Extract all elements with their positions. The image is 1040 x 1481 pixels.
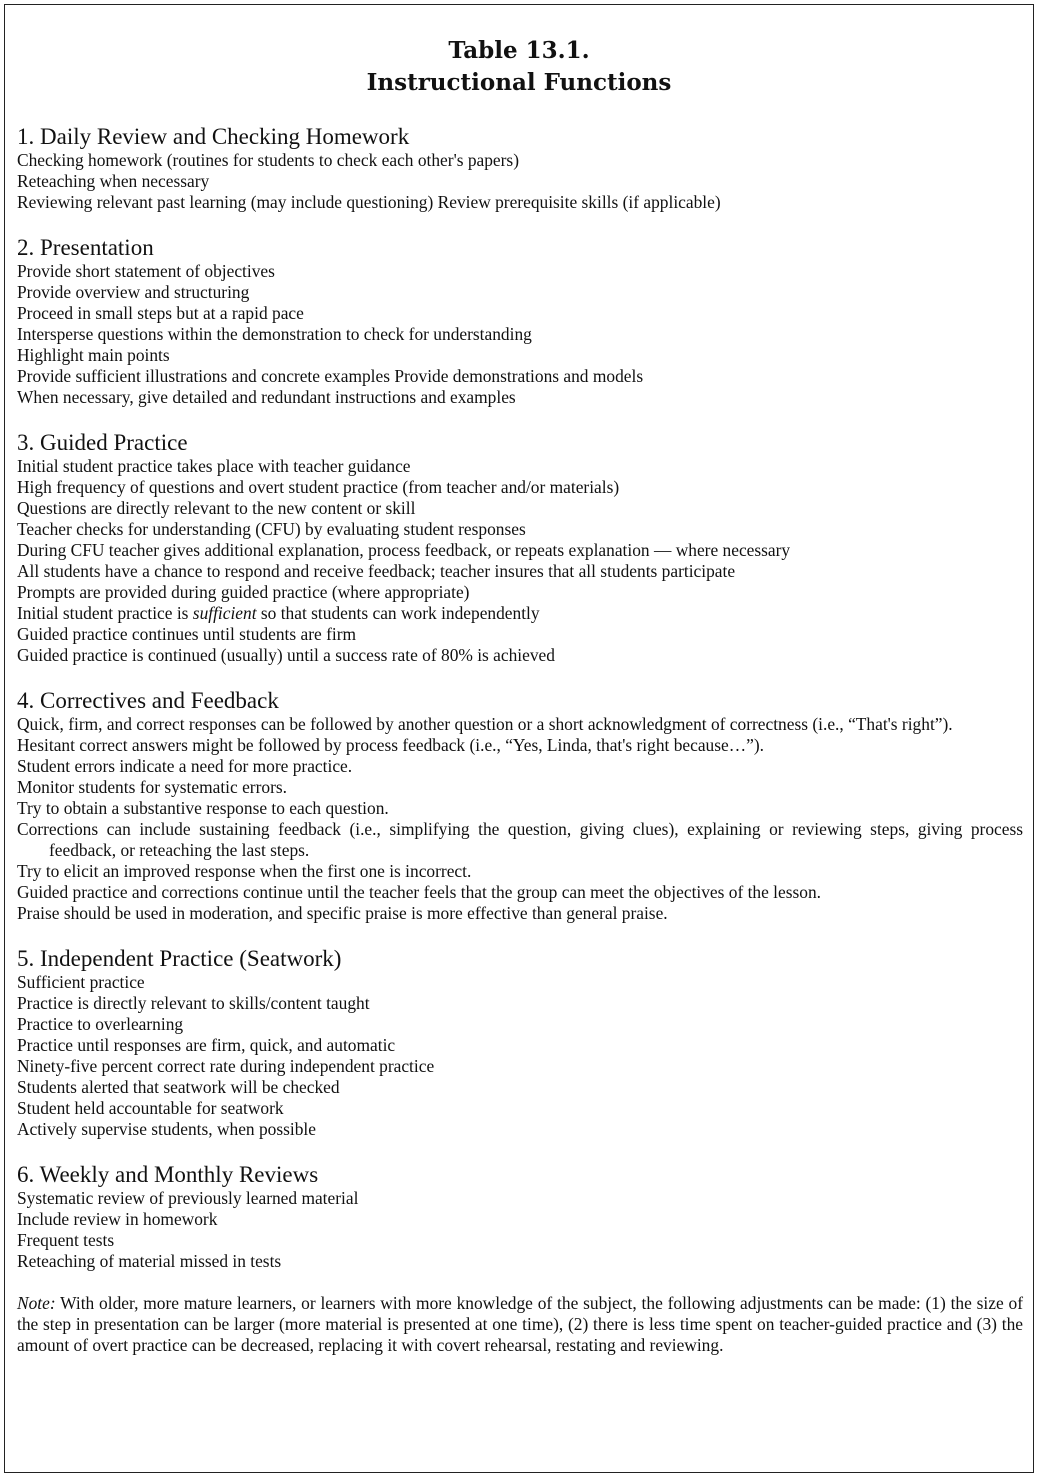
list-item: Student errors indicate a need for more practice.: [17, 756, 353, 776]
note-text: With older, more mature learners, or learners with more knowledge of the subject, the following adjustments can be made: (1) the size of the step in presentation can be larger (more material is presented at one time), (2) there is less time spent on teacher-guided practice and (3) the amount of overt practice can be decreased, replacing it with covert rehearsal, restating and reviewing.: [17, 1293, 1023, 1355]
list-item: Initial student practice takes place with teacher guidance: [17, 456, 411, 476]
list-item: Reviewing relevant past learning (may include questioning) Review prerequisite skills (if applicable): [17, 192, 721, 212]
list-item: Provide overview and structuring: [17, 282, 250, 302]
section-independent-practice: [17, 945, 1023, 1140]
list-item: Guided practice continues until students are firm: [17, 624, 357, 644]
list-item: Intersperse questions within the demonstration to check for understanding: [17, 324, 532, 344]
list-item: Guided practice is continued (usually) until a success rate of 80% is achieved: [17, 645, 555, 665]
list-item: Praise should be used in moderation, and specific praise is more effective than general praise.: [17, 903, 668, 923]
list-item: Try to elicit an improved response when the first one is incorrect.: [17, 861, 472, 881]
list-item: Student held accountable for seatwork: [17, 1098, 284, 1118]
list-item: Practice is directly relevant to skills/content taught: [17, 993, 370, 1013]
item-text-after: so that students can work independently: [256, 603, 540, 623]
list-item: Practice to overlearning: [17, 1014, 184, 1034]
table-title: [5, 35, 1033, 99]
list-item: Questions are directly relevant to the new content or skill: [17, 498, 416, 518]
table-note: [17, 1293, 1023, 1356]
section-guided-practice: [17, 429, 1023, 666]
list-item: Teacher checks for understanding (CFU) by evaluating student responses: [17, 519, 526, 539]
section-correctives-feedback: [17, 687, 1023, 924]
section-heading: 5. Independent Practice (Seatwork): [17, 946, 342, 971]
item-text-before: Initial student practice is: [17, 603, 193, 623]
list-item: Try to obtain a substantive response to each question.: [17, 798, 389, 818]
list-item: Sufficient practice: [17, 972, 145, 992]
table-content: [17, 123, 1023, 1356]
list-item: Checking homework (routines for students to check each other's papers): [17, 150, 519, 170]
item-text-emphasis: sufficient: [192, 603, 257, 623]
note-label: Note:: [17, 1293, 56, 1313]
section-heading: 1. Daily Review and Checking Homework: [17, 124, 410, 149]
list-item: Proceed in small steps but at a rapid pace: [17, 303, 304, 323]
section-heading: 4. Correctives and Feedback: [17, 688, 279, 713]
section-heading: 2. Presentation: [17, 235, 154, 260]
list-item: Quick, firm, and correct responses can be followed by another question or a short acknowledgment of correctness (i.e., “That's right”).: [17, 714, 953, 734]
list-item: Include review in homework: [17, 1209, 218, 1229]
list-item: Corrections can include sustaining feedback (i.e., simplifying the question, giving clues), explaining or reviewing steps, giving process feedback, or reteaching the last steps.: [17, 819, 1023, 860]
list-item: Provide short statement of objectives: [17, 261, 275, 281]
list-item: Guided practice and corrections continue until the teacher feels that the group can meet the objectives of the lesson.: [17, 882, 822, 902]
list-item: Students alerted that seatwork will be checked: [17, 1077, 340, 1097]
list-item: Monitor students for systematic errors.: [17, 777, 287, 797]
section-presentation: [17, 234, 1023, 408]
section-heading: 6. Weekly and Monthly Reviews: [17, 1162, 319, 1187]
list-item: All students have a chance to respond and receive feedback; teacher insures that all students participate: [17, 561, 736, 581]
table-caption: Instructional Functions: [366, 69, 672, 96]
table-number: Table 13.1.: [448, 37, 590, 64]
list-item: When necessary, give detailed and redundant instructions and examples: [17, 387, 516, 407]
section-weekly-monthly-reviews: [17, 1161, 1023, 1272]
list-item: Reteaching when necessary: [17, 171, 210, 191]
list-item: Frequent tests: [17, 1230, 115, 1250]
list-item: Reteaching of material missed in tests: [17, 1251, 282, 1271]
list-item: Practice until responses are firm, quick, and automatic: [17, 1035, 396, 1055]
list-item: Hesitant correct answers might be followed by process feedback (i.e., “Yes, Linda, that's right because…”).: [17, 735, 764, 755]
list-item: Prompts are provided during guided practice (where appropriate): [17, 582, 470, 602]
list-item: Ninety-five percent correct rate during independent practice: [17, 1056, 435, 1076]
table-frame: [4, 4, 1034, 1473]
list-item: Provide sufficient illustrations and concrete examples Provide demonstrations and models: [17, 366, 644, 386]
section-daily-review: [17, 123, 1023, 213]
list-item: Systematic review of previously learned material: [17, 1188, 359, 1208]
list-item: During CFU teacher gives additional explanation, process feedback, or repeats explanation — where necessary: [17, 540, 791, 560]
list-item: High frequency of questions and overt student practice (from teacher and/or materials): [17, 477, 620, 497]
section-heading: 3. Guided Practice: [17, 430, 188, 455]
list-item: Actively supervise students, when possible: [17, 1119, 316, 1139]
list-item-emphasis: [17, 603, 1023, 624]
list-item: Highlight main points: [17, 345, 170, 365]
